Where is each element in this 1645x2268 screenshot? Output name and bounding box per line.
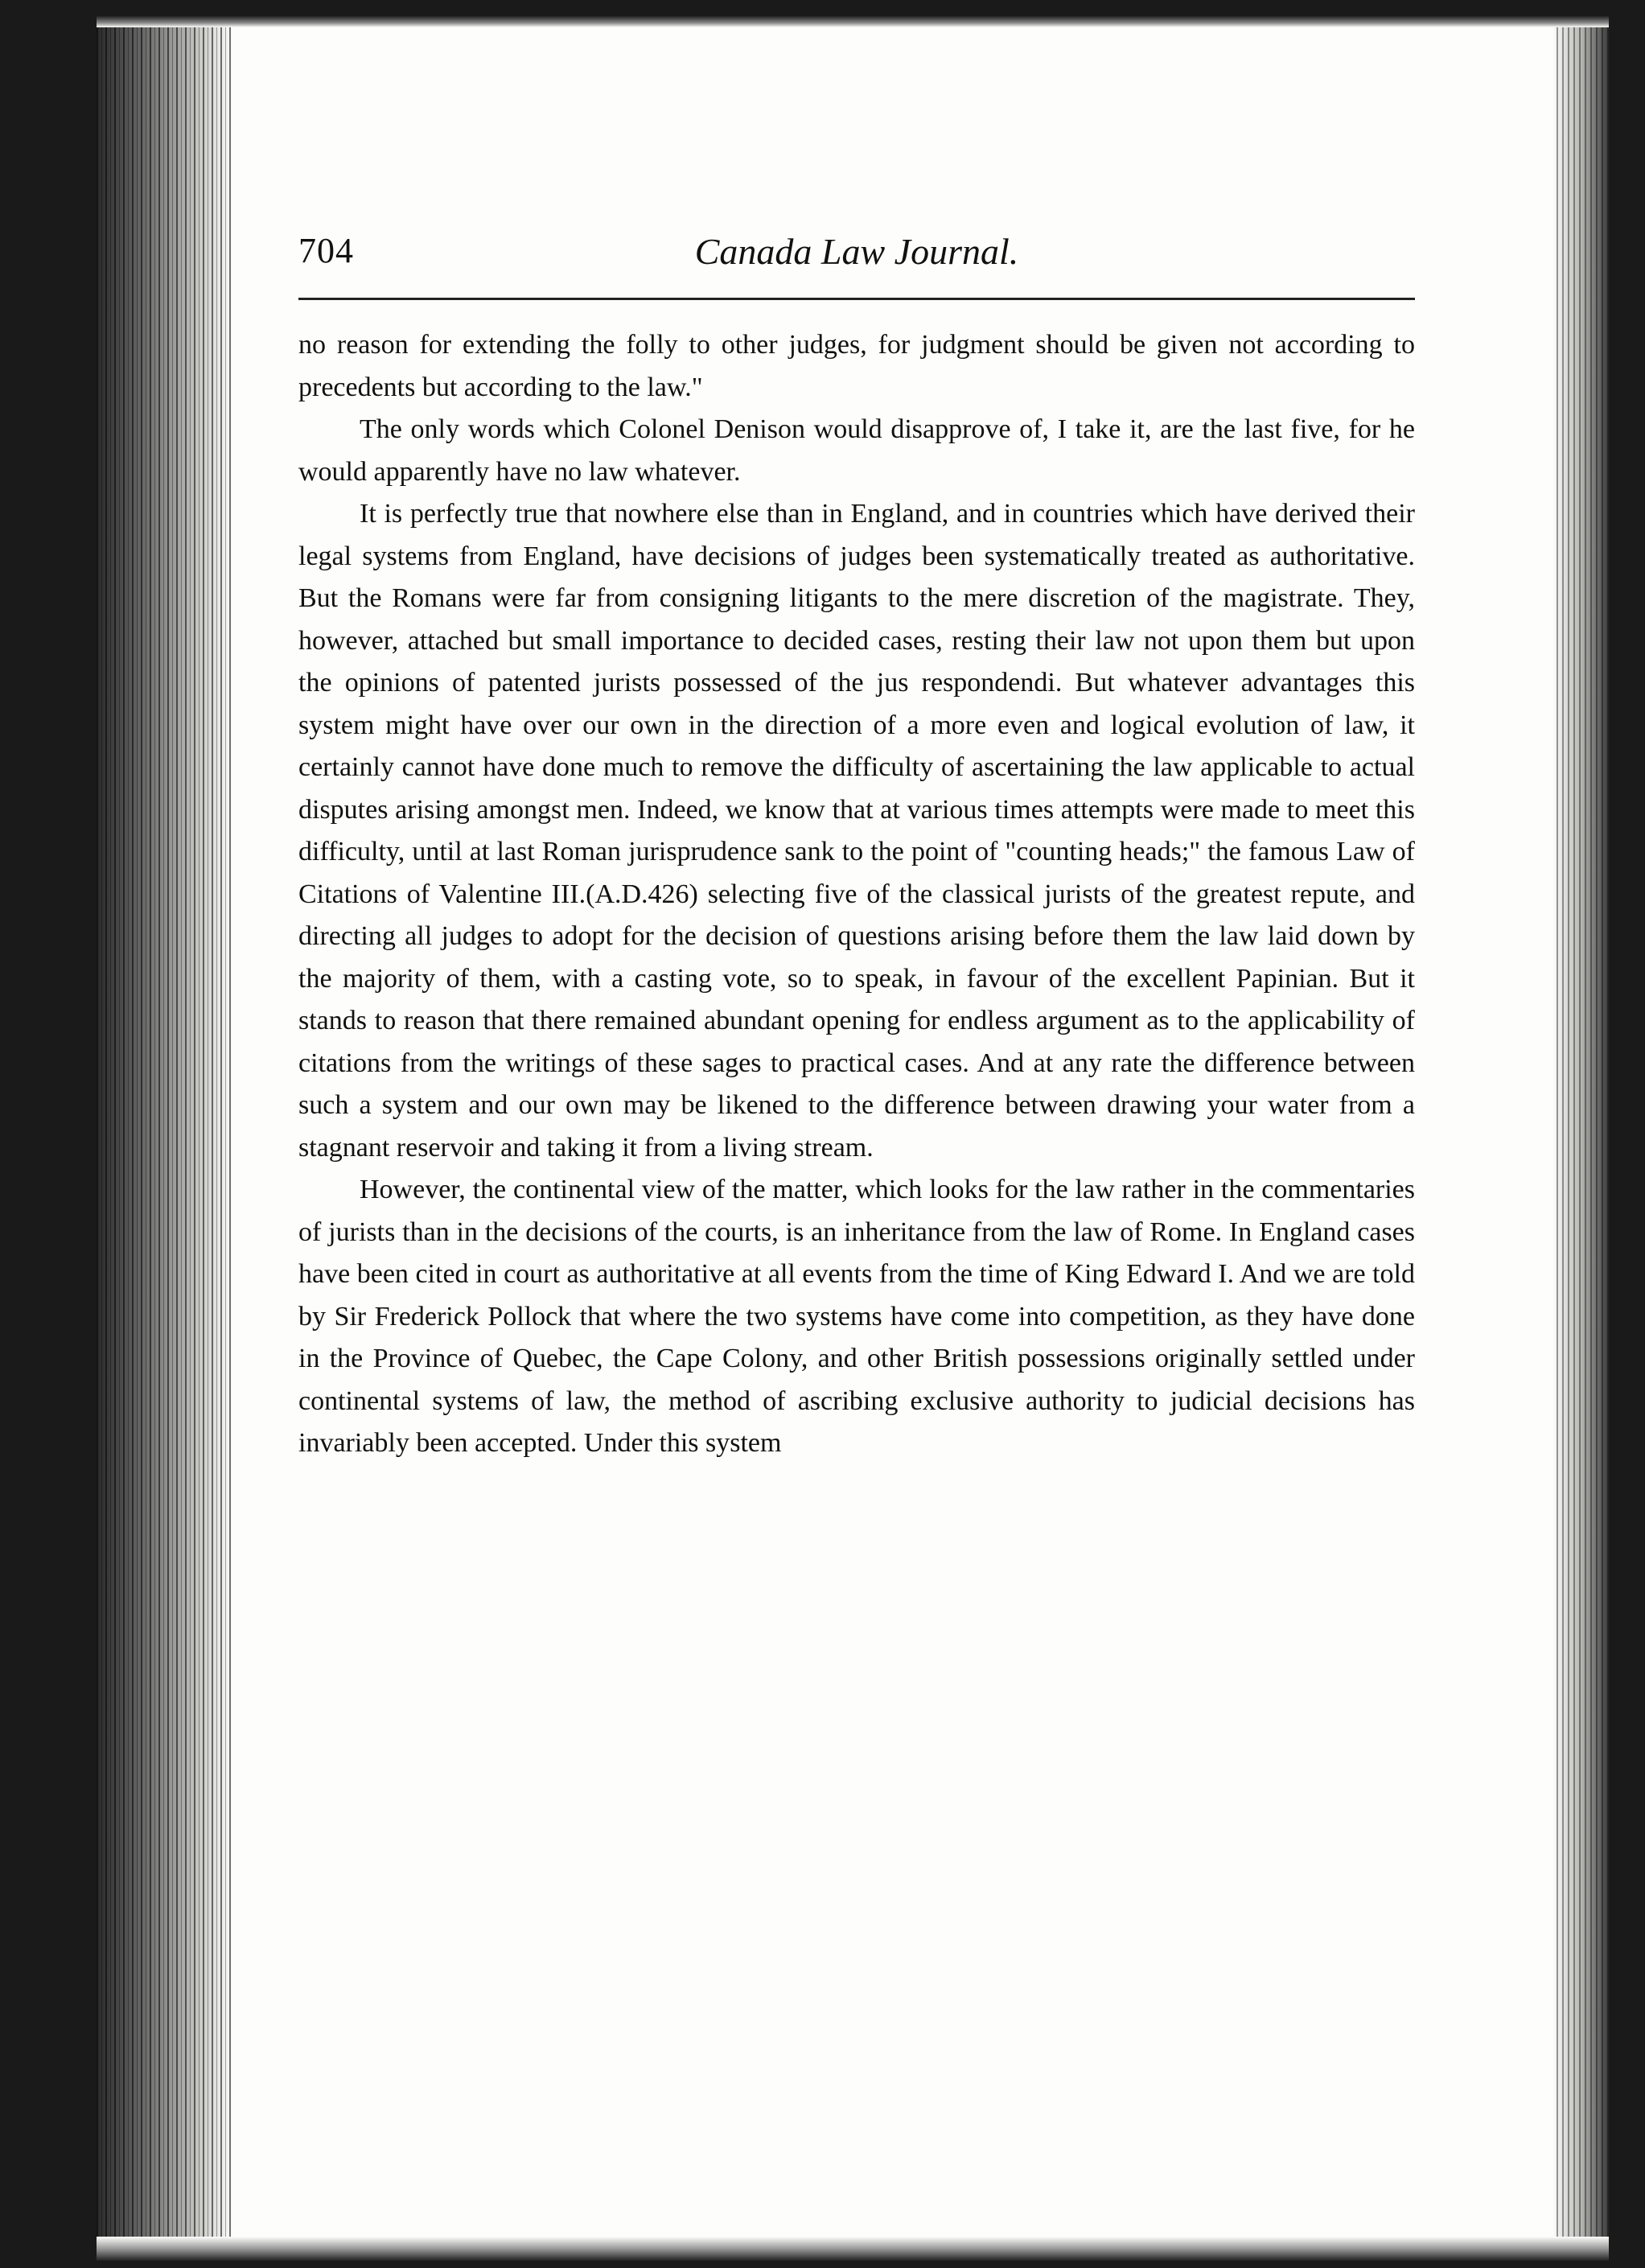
journal-title: Canada Law Journal.	[694, 231, 1019, 272]
header-rule	[298, 298, 1415, 300]
page-right-edge	[1552, 16, 1609, 2261]
body-text	[298, 324, 1415, 1465]
page-top-edge	[97, 16, 1609, 27]
paragraph-1: no reason for extending the folly to other judges, for judgment should be given not according to precedents but according to the law."	[298, 330, 1415, 402]
paragraph-3: It is perfectly true that nowhere else than in England, and in countries which have derived their legal systems from England, have decisions of judges been systematically treated as authoritative. But the Romans were far from consigning litigants to the mere discretion of the magistrate. They, however, attached but small importance to decided cases, resting their law not upon them but upon the opinions of patented jurists possessed of the jus respondendi. But whatever advantages this system might have over our own in the direction of a more even and logical evolution of law, it certainly cannot have done much to remove the difficulty of ascertaining the law applicable to actual disputes arising amongst men. Indeed, we know that at various times attempts were made to meet this difficulty, until at last Roman jurisprudence sank to the point of "counting heads;" the famous Law of Citations of Valentine III.(A.D.426) selecting five of the classical jurists of the greatest repute, and directing all judges to adopt for the decision of questions arising before them the law laid down by the majority of them, with a casting vote, so to speak, in favour of the excellent Papinian. But it stands to reason that there remained abundant opening for endless argument as to the applicability of citations from the writings of these sages to practical cases. And at any rate the difference between such a system and our own may be likened to the difference between drawing your water from a stagnant reservoir and taking it from a living stream.	[298, 499, 1415, 1163]
page-content	[298, 233, 1415, 1465]
page-bottom-edge	[97, 2237, 1609, 2261]
paragraph-4: However, the continental view of the matter, which looks for the law rather in the commentaries of jurists than in the decisions of the courts, is an inheritance from the law of Rome. In England cases have been cited in court as authoritative at all events from the time of King Edward I. And we are told by Sir Frederick Pollock that where the two systems have come into competition, as they have done in the Province of Quebec, the Cape Colony, and other British possessions originally settled under continental systems of law, the method of ascribing exclusive authority to judicial decisions has invariably been accepted. Under this system	[298, 1175, 1415, 1458]
page-number: 704	[298, 231, 354, 270]
running-head	[298, 233, 1415, 298]
binding-gutter	[97, 16, 233, 2261]
paragraph-2: The only words which Colonel Denison would disapprove of, I take it, are the last five, for he would apparently have no law whatever.	[298, 414, 1415, 487]
